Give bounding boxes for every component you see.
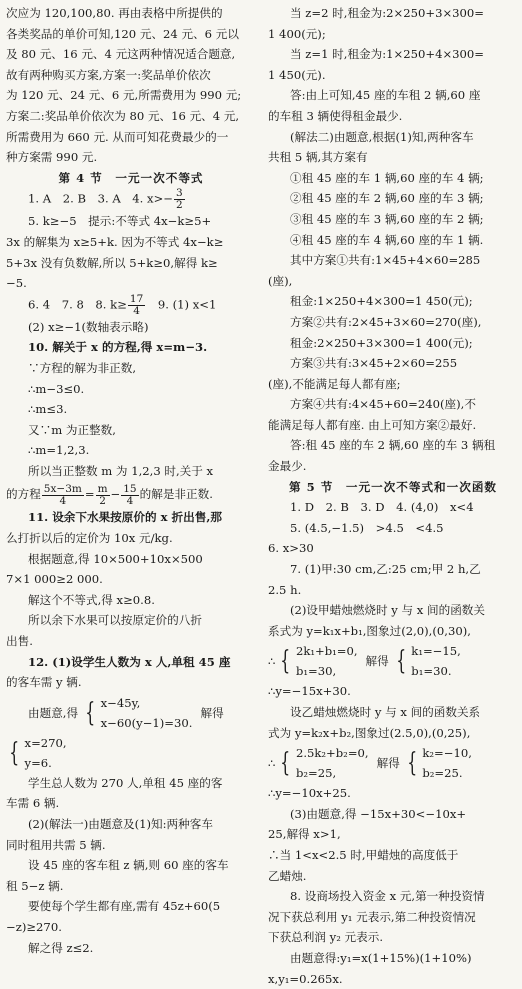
text-line: 10. 解关于 x 的方程,得 x=m−3.: [28, 340, 208, 355]
fraction: $\frac{15}{4}$: [123, 482, 137, 507]
text-line: (2)(解法一)由题意及(1)知:两种客车: [28, 817, 213, 831]
text-line: 1 450(元).: [268, 67, 326, 82]
text-line: 为 120 元、24 元、6 元,所需费用为 990 元;: [6, 88, 242, 103]
text-line: 各类奖品的单价可知,120 元、24 元、6 元以: [6, 26, 239, 41]
text-line: ②租 45 座的车 2 辆,60 座的车 3 辆;: [290, 191, 484, 206]
text-line: x,y₁=0.265x.: [268, 971, 343, 986]
text-line: 的客车需 y 辆.: [6, 675, 82, 690]
solve-label: 解得: [200, 705, 224, 720]
text-line: ∴y=−10x+25.: [268, 786, 351, 801]
text-line: 方案④共有:4×45+60=240(座),不: [290, 397, 476, 412]
text-line: 种方案需 990 元.: [6, 150, 98, 165]
fraction: $\frac{5x-3m}{4}$: [43, 482, 82, 507]
text-line: 方案②共有:2×45+3×60=270(座),: [290, 314, 482, 329]
text-line: (座),: [268, 273, 293, 288]
text-line: 11. 设余下水果按原价的 x 折出售,那: [28, 510, 222, 525]
text-line: ④租 45 座的车 4 辆,60 座的车 1 辆.: [290, 232, 484, 247]
text-line: 7. (1)甲:30 cm,乙:25 cm;甲 2 h,乙: [290, 562, 481, 577]
text-line: 解这个不等式,得 x≥0.8.: [28, 592, 155, 607]
text-line: 所需费用为 660 元. 从而可知花费最少的一: [6, 129, 229, 144]
text-line: 25,解得 x>1,: [268, 827, 341, 842]
text-line: 解之得 z≤2.: [28, 940, 94, 955]
text-line: 答:由上可知,45 座的车租 2 辆,60 座: [290, 88, 481, 103]
text-line: ∴m−3≤0.: [28, 381, 85, 396]
text-line: (座),不能满足每人都有座;: [268, 376, 401, 391]
left-column: [6, 3, 256, 958]
text-line: 又∵m 为正整数,: [28, 422, 116, 437]
text-line: ∴y=−15x+30.: [268, 684, 351, 699]
text-line: ∵方程的解为非正数,: [28, 360, 137, 375]
text-line: 乙蜡烛.: [268, 868, 307, 883]
text-line: 租 5−z 辆.: [6, 878, 64, 893]
solve-label: 解得: [365, 654, 389, 669]
fraction: $\frac{17}{4}$: [129, 293, 144, 317]
text-line: 的车租 3 辆使得租金最少.: [268, 108, 403, 123]
text-line: ∴m=1,2,3.: [28, 443, 90, 458]
answer-9-2: (2) x≥−1(数轴表示略): [28, 319, 149, 334]
equation-system: ∴ { 2k₁+b₁=0, b₁=30, 解得 { k₁=−15, b₁=30.: [268, 641, 518, 681]
text-line: (2)设甲蜡烛燃烧时 y 与 x 间的函数关: [290, 603, 485, 618]
text-line: 设乙蜡烛燃烧时 y 与 x 间的函数关系: [290, 705, 481, 719]
text-line: 系式为 y=k₁x+b₁,图象过(2,0),(0,30),: [268, 623, 471, 638]
text-line: 答:租 45 座的车 2 辆,60 座的车 3 辆租: [290, 438, 496, 453]
text-line: 租金:2×250+3×300=1 400(元);: [290, 335, 473, 350]
text-line: 故有两种购买方案,方案一:奖品单价依次: [6, 67, 211, 82]
text-line: 共租 5 辆,其方案有: [268, 150, 368, 165]
answers-section-5: [268, 497, 518, 989]
text-line: ①租 45 座的车 1 辆,60 座的车 4 辆;: [290, 170, 484, 185]
system-lead: 由题意,得: [28, 705, 79, 720]
text-line: 要使每个学生都有座,需有 45z+60(5: [28, 899, 221, 914]
text-line: ∴m≤3.: [28, 402, 68, 417]
text-line: 式为 y=k₂x+b₂,图象过(2.5,0),(0,25),: [268, 725, 471, 740]
text-line: 能满足每人都有座. 由上可知方案②最好.: [268, 417, 477, 432]
solve-label: 解得: [376, 756, 400, 771]
answer-11: [6, 507, 256, 651]
text-line: 根据题意,得 10×500+10x×500: [28, 551, 203, 566]
text-line: −z)≥270.: [6, 919, 62, 934]
text-line: 由题意得:y₁=x(1+15%)(1+10%): [290, 950, 472, 965]
text-line: 3x 的解集为 x≥5+k. 因为不等式 4x−k≥: [6, 234, 224, 249]
text-line: 1 400(元);: [268, 26, 326, 41]
text-line: 8. 设商场投入资金 x 元,第一种投资情: [290, 889, 485, 904]
answers-text: 9. (1) x<1: [146, 297, 217, 312]
text-line: 况下获总利用 y₁ 元表示,第二种投资情况: [268, 909, 476, 924]
text-line: ∴当 1<x<2.5 时,甲蜡烛的高度低于: [268, 847, 459, 862]
text-line: 租金:1×250+4×300=1 450(元);: [290, 294, 473, 309]
text-line: ③租 45 座的车 3 辆,60 座的车 2 辆;: [290, 211, 484, 226]
text-line: 当 z=2 时,租金为:2×250+3×300=: [290, 6, 484, 20]
text-line: 当 z=1 时,租金为:1×250+4×300=: [290, 47, 484, 62]
equation-system: ∴ { 2.5k₂+b₂=0, b₂=25, 解得 { k₂=−10, b₂=25.: [268, 743, 518, 783]
answer-12: [6, 652, 256, 959]
text-line: 同时租用共需 5 辆.: [6, 837, 106, 852]
answer-12-continued: [268, 3, 518, 477]
text-line: 6. x>30: [268, 541, 314, 556]
section-4-title: 第 4 节 一元一次不等式: [58, 170, 204, 185]
paragraph-prize-plans: [6, 3, 256, 168]
text-line: 1. D 2. B 3. D 4. (4,0) x<4: [290, 500, 474, 515]
answers-text: 1. A 2. B 3. A 4. x>−: [28, 191, 174, 206]
text-line: 所以余下水果可以按原定价的八折: [28, 613, 202, 628]
answers-6-9: [6, 294, 256, 317]
text-line: −5.: [6, 276, 27, 291]
text-line: (3)由题意,得 −15x+30<−10x+: [290, 806, 467, 821]
fraction: $\frac{3}{2}$: [176, 188, 183, 212]
brace-symbol: {: [407, 748, 418, 779]
text-line: 次应为 120,100,80. 再由表格中所提供的: [6, 6, 223, 20]
equation-system: 由题意,得 { x−45y, x−60(y−1)=30. 解得: [6, 693, 256, 733]
text-line: 5+3x 没有负数解,所以 5+k≥0,解得 k≥: [6, 255, 218, 270]
text-line: 设 45 座的客车租 z 辆,则 60 座的客车: [28, 858, 229, 873]
brace-symbol: {: [280, 748, 291, 779]
text-line: 5. k≥−5 提示:不等式 4x−k≥5+: [28, 214, 212, 229]
text-line: 金最少.: [268, 459, 307, 474]
text-line: (解法二)由题意,根据(1)知,两种客车: [290, 129, 474, 144]
brace-symbol: {: [280, 646, 291, 677]
text-line: 出售.: [6, 634, 33, 649]
answer-10: [6, 337, 256, 507]
text-line: 所以当正整数 m 为 1,2,3 时,关于 x: [28, 463, 214, 478]
brace-symbol: {: [9, 737, 20, 768]
text-line: 车需 6 辆.: [6, 796, 60, 811]
fraction: $\frac{m}{2}$: [97, 482, 108, 507]
brace-symbol: {: [85, 697, 96, 728]
text-line: 7×1 000≥2 000.: [6, 572, 103, 587]
text-line: 下获总利润 y₂ 元表示.: [268, 930, 384, 945]
text-line: 方案二:奖品单价依次为 80 元、16 元、4 元,: [6, 108, 240, 123]
section-5-title: 第 5 节 一元一次不等式和一次函数: [288, 479, 498, 494]
text-line: 2.5 h.: [268, 582, 302, 597]
answers-1-4: [6, 188, 256, 211]
text-line: 其中方案①共有:1×45+4×60=285: [290, 253, 481, 268]
text-line: 12. (1)设学生人数为 x 人,单租 45 座: [28, 654, 231, 669]
text-line: 及 80 元、16 元、4 元这两种情况适合题意,: [6, 47, 236, 62]
right-column: [268, 3, 518, 989]
brace-symbol: {: [396, 646, 406, 677]
text-line: 学生总人数为 270 人,单租 45 座的客: [28, 775, 223, 790]
text-line: 5. (4.5,−1.5) >4.5 <4.5: [290, 520, 444, 535]
text-line: 方案③共有:3×45+2×60=255: [290, 356, 458, 371]
answers-text: 6. 4 7. 8 8. k≥: [28, 297, 127, 312]
text-line: 么打折以后的定价为 10x 元/kg.: [6, 531, 173, 546]
solution-system: { x=270, y=6.: [6, 733, 256, 773]
equation-line: 的方程 $\frac{5x-3m}{4}$ = $\frac{m}{2}$ − $\frac{15}{4}$ 的解是非正数.: [6, 482, 213, 507]
answer-5: [6, 211, 256, 293]
